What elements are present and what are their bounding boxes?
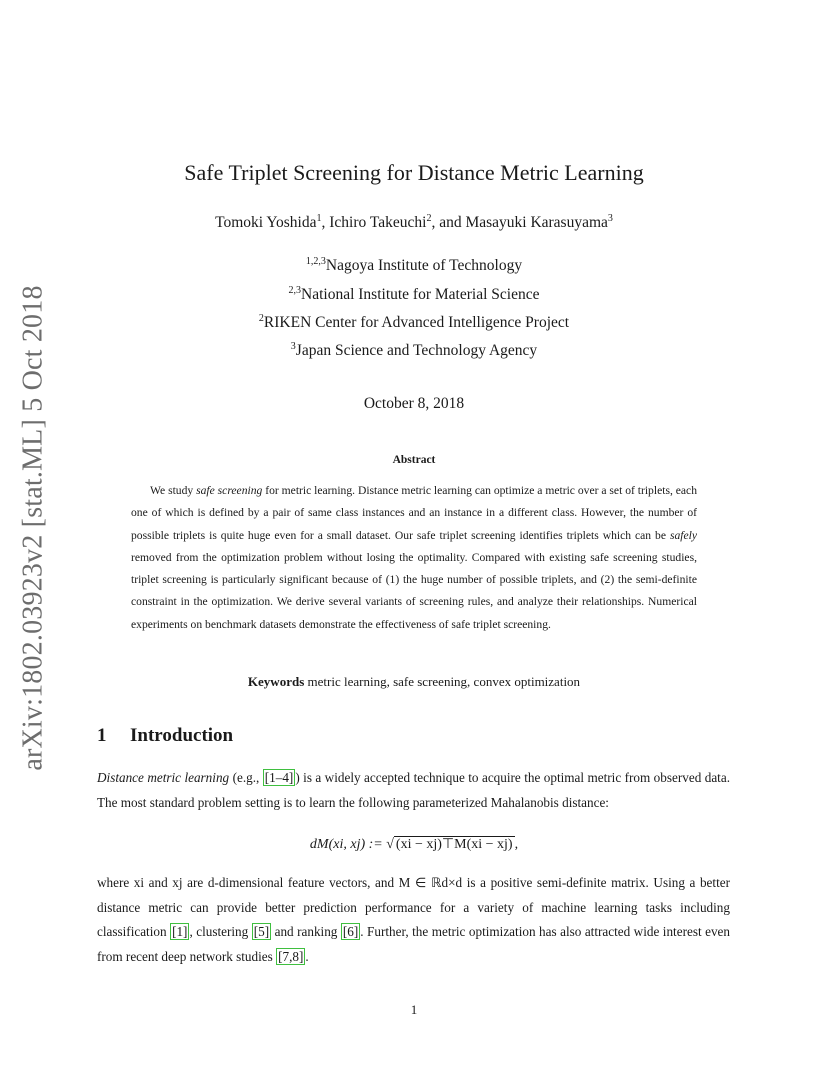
affiliation bbox=[0, 314, 828, 332]
author-affil-mark: 1 bbox=[316, 212, 322, 224]
affiliation bbox=[0, 342, 828, 360]
abstract-text: We study bbox=[150, 484, 197, 497]
affiliation-mark: 3 bbox=[290, 340, 296, 352]
citation-link[interactable]: [6] bbox=[342, 924, 359, 939]
arxiv-identifier: arXiv:1802.03923v2 [stat.ML] 5 Oct 2018 bbox=[18, 284, 50, 771]
intro-text: (e.g., bbox=[229, 770, 263, 785]
intro-text: , clustering bbox=[189, 924, 252, 939]
affiliation bbox=[0, 257, 828, 275]
equation-rhs: (xi − xj)⊤M(xi − xj) bbox=[395, 837, 513, 852]
intro-paragraph bbox=[97, 766, 730, 815]
author-name: , Ichiro Takeuchi bbox=[321, 214, 427, 231]
intro-emphasis: Distance metric learning bbox=[97, 770, 230, 785]
abstract-emphasis: safe screening bbox=[196, 484, 263, 497]
abstract-text: for metric learning. Distance metric learning can optimize a metric over a set of triplets, each one of which is defined by a pair of same class instances and an instance in a different class. However, the number of possible triplets is quite huge even for a small dataset. Our safe triplet screening identifies triplets which can be bbox=[131, 484, 697, 542]
affiliation-name: Japan Science and Technology Agency bbox=[295, 342, 538, 359]
keywords-text: metric learning, safe screening, convex optimization bbox=[304, 674, 581, 689]
citation-link[interactable]: [5] bbox=[253, 924, 270, 939]
affiliation-mark: 1,2,3 bbox=[305, 255, 326, 267]
page-number: 1 bbox=[410, 1002, 418, 1017]
abstract-heading: Abstract bbox=[392, 454, 436, 466]
affiliation-mark: 2 bbox=[258, 312, 264, 324]
abstract-body bbox=[131, 480, 697, 636]
intro-paragraph-2 bbox=[97, 871, 730, 969]
section-title: Introduction bbox=[130, 725, 234, 746]
abstract-text: removed from the optimization problem without losing the optimality. Compared with existing safe screening studies, triplet screening is particularly significant because of (1) the huge number of possible triplets, and (2) the semi-definite constraint in the optimization. We derive several variants of screening rules, and analyze their relationships. Numerical experiments on benchmark datasets demonstrate the effectiveness of safe triplet screening. bbox=[131, 550, 697, 631]
citation-link[interactable]: [7,8] bbox=[278, 948, 304, 964]
affiliation-name: National Institute for Material Science bbox=[301, 286, 540, 303]
mahalanobis-equation bbox=[0, 836, 828, 853]
intro-text: where xi and xj are d-dimensional feature vectors, and M ∈ ℝd×d is a positive semi-definite matrix. Using a better distance metric can provide better prediction performance for a variety of machine learning tasks including classification bbox=[97, 875, 730, 939]
affiliation-mark: 2,3 bbox=[288, 284, 302, 296]
abstract-paragraph bbox=[131, 480, 697, 636]
author-name: Tomoki Yoshida bbox=[215, 214, 317, 231]
arxiv-stamp bbox=[14, 284, 54, 771]
citation-link[interactable]: [1] bbox=[172, 924, 188, 939]
publication-date: October 8, 2018 bbox=[363, 395, 465, 412]
sqrt-symbol: √ bbox=[386, 837, 394, 852]
affiliation-name: RIKEN Center for Advanced Intelligence Project bbox=[263, 314, 570, 331]
affiliation bbox=[0, 286, 828, 304]
equation-tail: , bbox=[514, 837, 519, 852]
keywords-label: Keywords bbox=[247, 674, 305, 689]
section-number: 1 bbox=[97, 725, 107, 746]
abstract-emphasis: safely bbox=[669, 528, 697, 542]
keywords-line bbox=[0, 674, 828, 690]
equation-lhs: dM(xi, xj) := bbox=[309, 837, 387, 852]
intro-text: . Further, the metric optimization has also attracted wide interest even from recent deep network studies bbox=[97, 924, 730, 964]
paper-title: Safe Triplet Screening for Distance Metric Learning bbox=[184, 160, 644, 185]
intro-text: and ranking bbox=[271, 924, 341, 939]
section-heading bbox=[97, 725, 233, 747]
affiliation-name: Nagoya Institute of Technology bbox=[325, 257, 523, 274]
author-list bbox=[0, 214, 828, 232]
author-affil-mark: 3 bbox=[607, 212, 613, 224]
author-affil-mark: 2 bbox=[426, 212, 432, 224]
intro-text: . bbox=[305, 948, 309, 964]
intro-text: ) is a widely accepted technique to acquire the optimal metric from observed data. The most standard problem setting is to learn the following parameterized Mahalanobis distance: bbox=[97, 770, 730, 810]
author-name: , and Masayuki Karasuyama bbox=[431, 214, 608, 231]
citation-link[interactable]: [1–4] bbox=[264, 770, 294, 785]
